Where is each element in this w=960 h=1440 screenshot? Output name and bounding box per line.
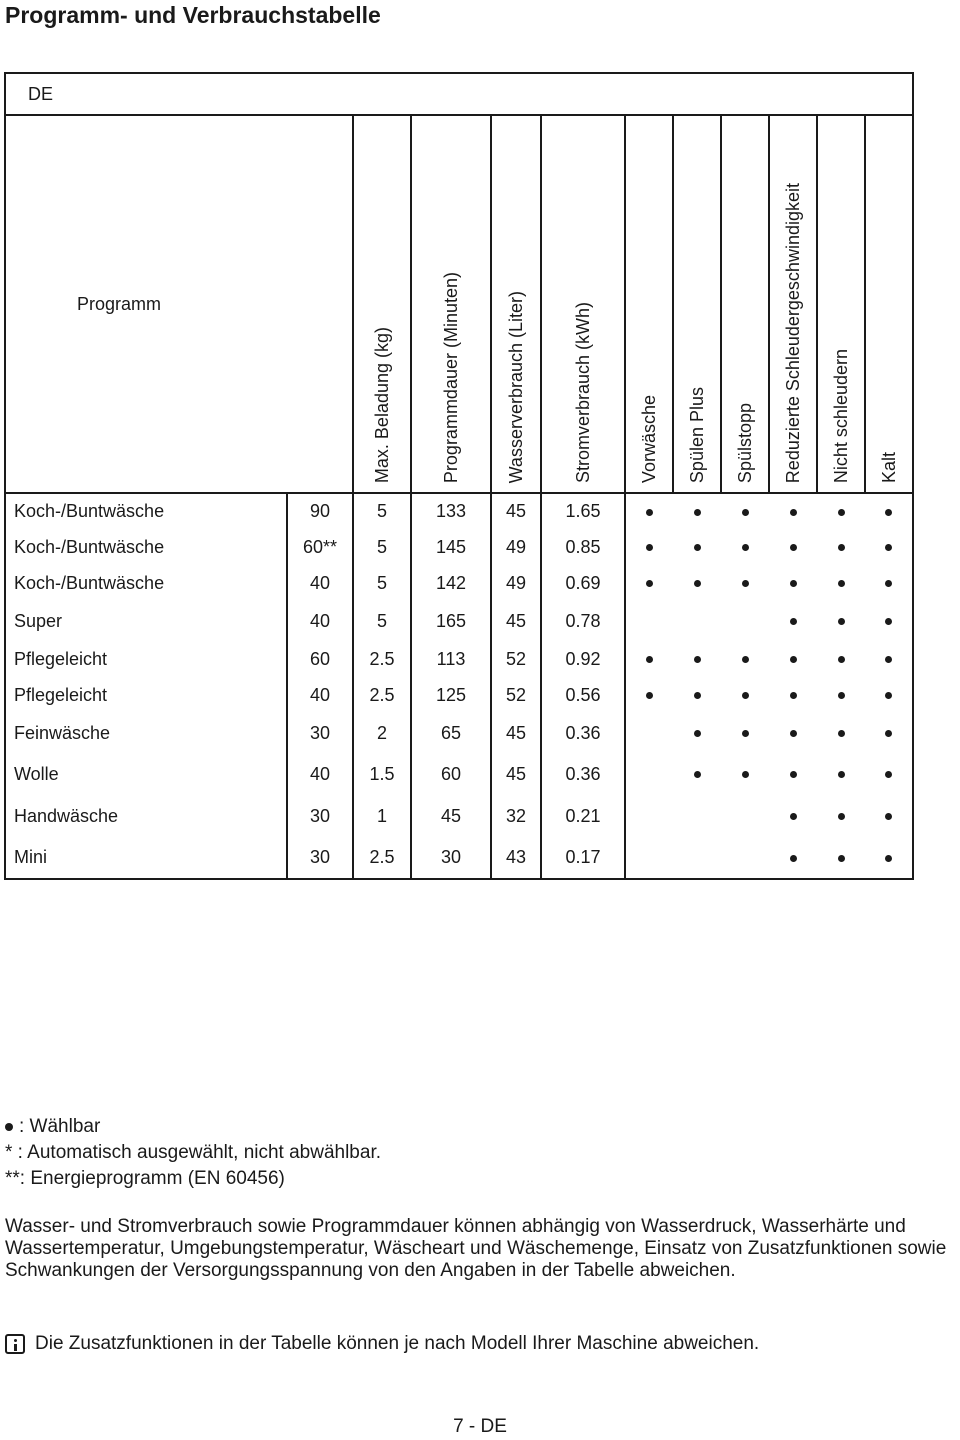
option-cell: [865, 795, 913, 837]
option-cell: [721, 795, 769, 837]
water-consumption: 45: [491, 753, 541, 795]
max-load: 2.5: [353, 677, 411, 713]
consumption-note: Wasser- und Stromverbrauch sowie Programmdauer können abhängig von Wasserdruck, Wasserhärte und Wassertemperatur, Umgebungstemperatur, Wäscheart und Wäschemenge, Einsatz von Zusatzfunktionen sowie Schwankungen der Versorgungsspannung von den Angaben in der Tabelle abweichen.: [5, 1216, 947, 1281]
column-header-6: Spülstopp: [721, 115, 769, 493]
option-cell: [817, 641, 865, 677]
option-cell: [673, 529, 721, 565]
column-header-2: Wasserverbrauch (Liter): [491, 115, 541, 493]
program-name: Feinwäsche: [5, 713, 287, 753]
program-name: Mini: [5, 837, 287, 879]
max-load: 5: [353, 529, 411, 565]
bullet-icon: [885, 855, 892, 862]
option-cell: [673, 795, 721, 837]
legend-automatic: * : Automatisch ausgewählt, nicht abwählbar.: [5, 1142, 382, 1163]
water-consumption: 52: [491, 641, 541, 677]
option-cell: [625, 795, 673, 837]
water-consumption: 52: [491, 677, 541, 713]
bullet-icon: [838, 813, 845, 820]
option-cell: [721, 529, 769, 565]
bullet-icon: [885, 656, 892, 663]
option-cell: [865, 565, 913, 601]
duration: 142: [411, 565, 491, 601]
option-cell: [673, 837, 721, 879]
bullet-icon: [694, 771, 701, 778]
bullet-icon: [694, 509, 701, 516]
info-text: Die Zusatzfunktionen in der Tabelle können je nach Modell Ihrer Maschine abweichen.: [35, 1333, 760, 1354]
option-cell: [865, 493, 913, 529]
temperature: 60**: [287, 529, 353, 565]
bullet-icon: [838, 692, 845, 699]
bullet-icon: [742, 509, 749, 516]
option-cell: [721, 601, 769, 641]
bullet-icon: [5, 1123, 13, 1131]
duration: 165: [411, 601, 491, 641]
bullet-icon: [646, 580, 653, 587]
option-cell: [865, 529, 913, 565]
option-cell: [625, 713, 673, 753]
column-header-9: Kalt: [865, 115, 913, 493]
option-cell: [865, 837, 913, 879]
water-consumption: 45: [491, 713, 541, 753]
max-load: 2.5: [353, 641, 411, 677]
program-name: Pflegeleicht: [5, 677, 287, 713]
option-cell: [625, 601, 673, 641]
program-name: Pflegeleicht: [5, 641, 287, 677]
table-row: [5, 677, 913, 713]
bullet-icon: [885, 692, 892, 699]
column-header-5: Spülen Plus: [673, 115, 721, 493]
duration: 45: [411, 795, 491, 837]
bullet-icon: [742, 692, 749, 699]
duration: 145: [411, 529, 491, 565]
max-load: 5: [353, 601, 411, 641]
bullet-icon: [790, 580, 797, 587]
bullet-icon: [694, 730, 701, 737]
bullet-icon: [885, 509, 892, 516]
legend-selectable: : Wählbar: [5, 1114, 381, 1140]
energy-consumption: 0.69: [541, 565, 625, 601]
option-cell: [673, 493, 721, 529]
option-cell: [817, 795, 865, 837]
bullet-icon: [646, 509, 653, 516]
bullet-icon: [742, 544, 749, 551]
option-cell: [625, 565, 673, 601]
option-cell: [673, 641, 721, 677]
duration: 125: [411, 677, 491, 713]
bullet-icon: [694, 656, 701, 663]
duration: 133: [411, 493, 491, 529]
option-cell: [721, 641, 769, 677]
option-cell: [817, 837, 865, 879]
bullet-icon: [885, 580, 892, 587]
bullet-icon: [838, 544, 845, 551]
bullet-icon: [742, 580, 749, 587]
program-name: Handwäsche: [5, 795, 287, 837]
temperature: 40: [287, 677, 353, 713]
bullet-icon: [838, 509, 845, 516]
option-cell: [865, 601, 913, 641]
energy-consumption: 0.36: [541, 753, 625, 795]
option-cell: [769, 837, 817, 879]
max-load: 2: [353, 713, 411, 753]
temperature: 30: [287, 795, 353, 837]
column-header-0: Max. Beladung (kg): [353, 115, 411, 493]
program-table: [4, 72, 914, 880]
option-cell: [721, 677, 769, 713]
water-consumption: 45: [491, 493, 541, 529]
option-cell: [865, 713, 913, 753]
option-cell: [769, 601, 817, 641]
column-header-8: Nicht schleudern: [817, 115, 865, 493]
option-cell: [769, 677, 817, 713]
table-row: [5, 493, 913, 529]
language-label: DE: [5, 73, 913, 115]
option-cell: [625, 641, 673, 677]
column-header-1: Programmdauer (Minuten): [411, 115, 491, 493]
bullet-icon: [885, 544, 892, 551]
temperature: 40: [287, 753, 353, 795]
bullet-icon: [838, 618, 845, 625]
bullet-icon: [646, 544, 653, 551]
option-cell: [817, 529, 865, 565]
option-cell: [769, 713, 817, 753]
bullet-icon: [790, 771, 797, 778]
option-cell: [865, 641, 913, 677]
option-cell: [673, 713, 721, 753]
water-consumption: 49: [491, 565, 541, 601]
energy-consumption: 1.65: [541, 493, 625, 529]
bullet-icon: [838, 656, 845, 663]
temperature: 30: [287, 837, 353, 879]
table-row: [5, 713, 913, 753]
bullet-icon: [790, 855, 797, 862]
bullet-icon: [885, 618, 892, 625]
energy-consumption: 0.36: [541, 713, 625, 753]
program-column-header: Programm: [5, 115, 353, 493]
table-row: [5, 795, 913, 837]
bullet-icon: [838, 855, 845, 862]
temperature: 30: [287, 713, 353, 753]
program-name: Koch-/Buntwäsche: [5, 565, 287, 601]
table-row: [5, 565, 913, 601]
bullet-icon: [646, 692, 653, 699]
bullet-icon: [646, 656, 653, 663]
bullet-icon: [694, 692, 701, 699]
temperature: 90: [287, 493, 353, 529]
option-cell: [625, 493, 673, 529]
bullet-icon: [885, 730, 892, 737]
option-cell: [769, 795, 817, 837]
option-cell: [721, 565, 769, 601]
bullet-icon: [742, 771, 749, 778]
bullet-icon: [790, 656, 797, 663]
option-cell: [721, 493, 769, 529]
option-cell: [769, 641, 817, 677]
max-load: 1: [353, 795, 411, 837]
option-cell: [817, 601, 865, 641]
table-row: [5, 753, 913, 795]
energy-consumption: 0.21: [541, 795, 625, 837]
option-cell: [865, 677, 913, 713]
option-cell: [625, 753, 673, 795]
program-name: Koch-/Buntwäsche: [5, 529, 287, 565]
max-load: 5: [353, 565, 411, 601]
water-consumption: 43: [491, 837, 541, 879]
bullet-icon: [742, 730, 749, 737]
table-row: [5, 837, 913, 879]
energy-consumption: 0.56: [541, 677, 625, 713]
program-name: Koch-/Buntwäsche: [5, 493, 287, 529]
option-cell: [673, 601, 721, 641]
energy-consumption: 0.17: [541, 837, 625, 879]
option-cell: [673, 677, 721, 713]
bullet-icon: [694, 544, 701, 551]
water-consumption: 49: [491, 529, 541, 565]
column-header-7: Reduzierte Schleudergeschwindigkeit: [769, 115, 817, 493]
option-cell: [673, 565, 721, 601]
table-row: [5, 529, 913, 565]
energy-consumption: 0.78: [541, 601, 625, 641]
page-title: Programm- und Verbrauchstabelle: [5, 2, 381, 28]
option-cell: [817, 565, 865, 601]
bullet-icon: [742, 656, 749, 663]
option-cell: [817, 493, 865, 529]
option-cell: [865, 753, 913, 795]
option-cell: [769, 529, 817, 565]
program-name: Super: [5, 601, 287, 641]
duration: 65: [411, 713, 491, 753]
water-consumption: 32: [491, 795, 541, 837]
bullet-icon: [838, 730, 845, 737]
bullet-icon: [885, 771, 892, 778]
bullet-icon: [790, 618, 797, 625]
bullet-icon: [885, 813, 892, 820]
legend-energy: **: Energieprogramm (EN 60456): [5, 1168, 285, 1189]
duration: 113: [411, 641, 491, 677]
max-load: 2.5: [353, 837, 411, 879]
column-header-3: Stromverbrauch (kWh): [541, 115, 625, 493]
option-cell: [625, 677, 673, 713]
temperature: 40: [287, 601, 353, 641]
energy-consumption: 0.85: [541, 529, 625, 565]
energy-consumption: 0.92: [541, 641, 625, 677]
option-cell: [721, 713, 769, 753]
option-cell: [769, 753, 817, 795]
info-note: [5, 1332, 759, 1356]
bullet-icon: [790, 813, 797, 820]
column-header-4: Vorwäsche: [625, 115, 673, 493]
max-load: 5: [353, 493, 411, 529]
program-name: Wolle: [5, 753, 287, 795]
bullet-icon: [790, 544, 797, 551]
bullet-icon: [838, 580, 845, 587]
bullet-icon: [790, 692, 797, 699]
bullet-icon: [790, 730, 797, 737]
option-cell: [721, 837, 769, 879]
option-cell: [817, 713, 865, 753]
table-row: [5, 601, 913, 641]
max-load: 1.5: [353, 753, 411, 795]
option-cell: [769, 565, 817, 601]
info-icon: [5, 1334, 25, 1354]
option-cell: [625, 837, 673, 879]
option-cell: [817, 753, 865, 795]
page-number: 7 - DE: [453, 1416, 507, 1437]
duration: 30: [411, 837, 491, 879]
bullet-icon: [790, 509, 797, 516]
option-cell: [817, 677, 865, 713]
option-cell: [673, 753, 721, 795]
bullet-icon: [838, 771, 845, 778]
table-row: [5, 641, 913, 677]
option-cell: [769, 493, 817, 529]
option-cell: [625, 529, 673, 565]
water-consumption: 45: [491, 601, 541, 641]
option-cell: [721, 753, 769, 795]
temperature: 60: [287, 641, 353, 677]
duration: 60: [411, 753, 491, 795]
temperature: 40: [287, 565, 353, 601]
bullet-icon: [694, 580, 701, 587]
legend: [5, 1114, 381, 1192]
